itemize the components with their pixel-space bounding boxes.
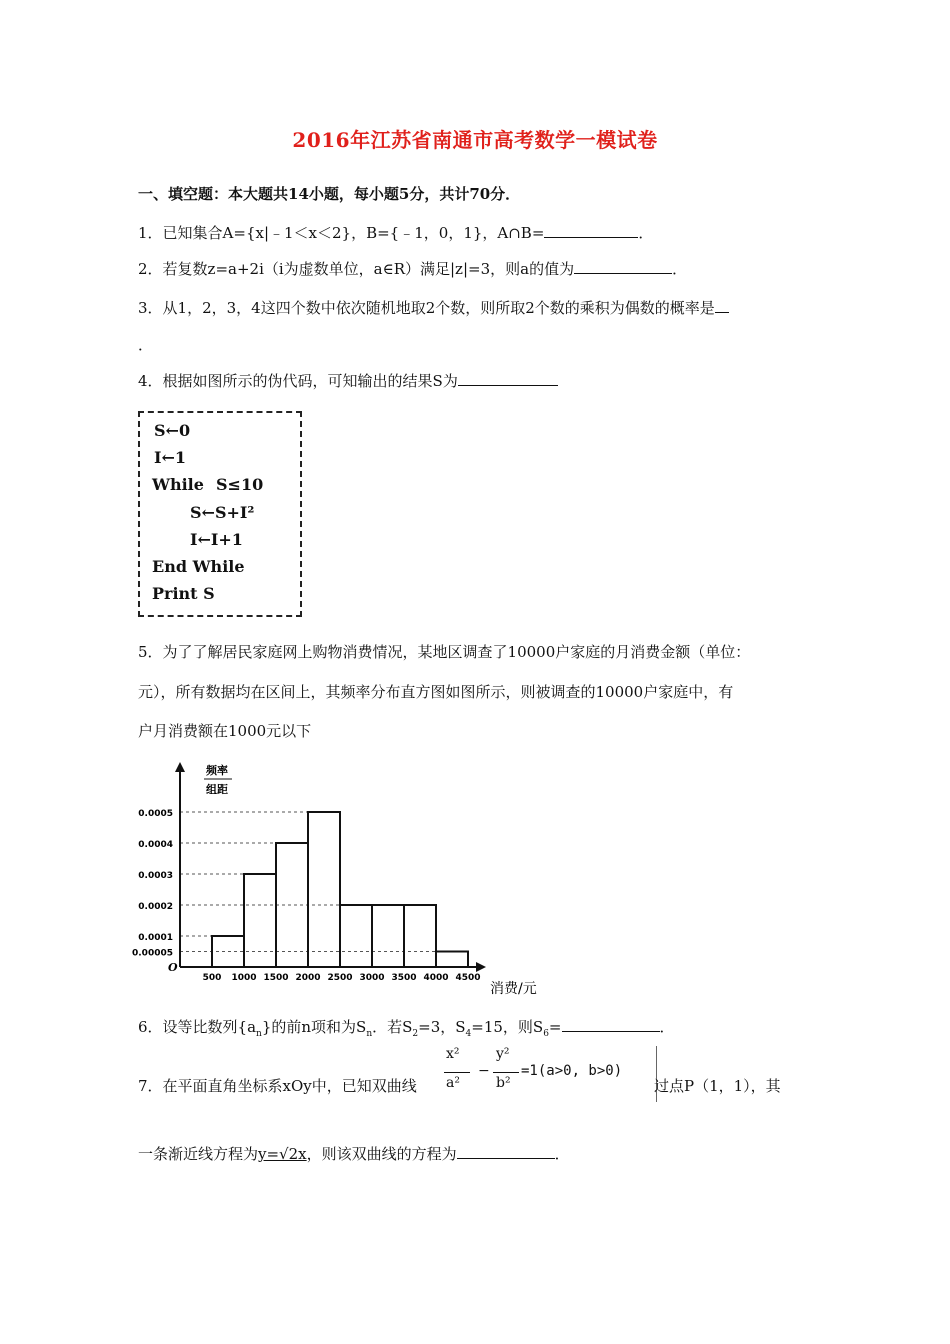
- histogram-bar: [404, 905, 436, 967]
- question-5-line-1: 5．为了了解居民家庭网上购物消费情况，某地区调查了10000户家庭的月消费金额（单位：: [138, 643, 751, 661]
- question-5-line-3: 户月消费额在1000元以下: [138, 722, 312, 740]
- y-tick-label: 0.00005: [132, 948, 173, 959]
- origin-label: O: [168, 961, 178, 974]
- question-3-end: ．: [138, 336, 154, 354]
- x-tick-label: 2500: [327, 973, 353, 983]
- question-3: [138, 297, 729, 318]
- code-line-7: Print S: [152, 584, 215, 603]
- section-heading: 一、填空题：本大题共14小题，每小题5分，共计70分．: [138, 185, 521, 203]
- question-2: 2．若复数z=a+2i（i为虚数单位，a∈R）满足|z|=3，则a的值为 ．: [138, 260, 688, 278]
- y-axis-arrow: [175, 762, 185, 772]
- question-7-text-2: 过点P（1，1），其: [654, 1077, 781, 1095]
- question-4-text: 4．根据如图所示的伪代码，可知输出的结果S为: [138, 372, 458, 390]
- x-tick-label: 4500: [455, 973, 481, 983]
- histogram-bar: [308, 812, 340, 967]
- code-line-3-keyword: While: [152, 475, 204, 494]
- question-3-text: 3．从1，2，3，4这四个数中依次随机地取2个数，则所取2个数的乘积为偶数的概率是: [138, 299, 715, 317]
- y-tick-label: 0.0003: [138, 871, 173, 881]
- frequency-histogram: [128, 756, 568, 1004]
- code-line-1: S←0: [154, 421, 191, 440]
- x-tick-label: 1000: [231, 973, 257, 983]
- question-4: [138, 370, 558, 391]
- question-7-text-1: 7．在平面直角坐标系xOy中，已知双曲线: [138, 1077, 417, 1095]
- answer-blank[interactable]: [457, 1143, 555, 1159]
- x-tick-label: 3500: [391, 973, 417, 983]
- asymptote-equation: y=√2x: [258, 1145, 307, 1163]
- answer-blank[interactable]: [562, 1016, 660, 1032]
- x-axis-label: 消费/元: [490, 981, 537, 997]
- histogram-bar: [244, 874, 276, 967]
- question-6: 6．设等比数列$\{a_n\}$的前n项和为$S_n$．若$S_2=3$，$S_4=15$，则$S_6=$ ．: [138, 1018, 675, 1039]
- code-line-4: S←S+I²: [190, 503, 255, 522]
- exam-title: 2016年江苏省南通市高考数学一模试卷: [292, 128, 658, 152]
- histogram-bar: [436, 952, 468, 968]
- code-line-5: I←I+1: [190, 530, 243, 549]
- y-tick-label: 0.0002: [138, 902, 173, 912]
- pseudocode-box: [138, 411, 302, 617]
- x-axis-arrow: [476, 962, 486, 972]
- histogram-bar: [276, 843, 308, 967]
- question-1-text: 1．已知集合A={x|﹣1＜x＜2}，B={﹣1，0，1}，A∩B=: [138, 224, 545, 242]
- histogram-bar: [340, 905, 372, 967]
- answer-blank[interactable]: [715, 297, 729, 313]
- y-tick-label: 0.0004: [138, 840, 173, 850]
- answer-blank[interactable]: [458, 370, 558, 386]
- code-line-2: I←1: [154, 448, 187, 467]
- y-tick-label: 0.0005: [138, 809, 173, 819]
- y-tick-label: 0.0001: [138, 933, 173, 943]
- question-5-line-2: 元），所有数据均在区间上，其频率分布直方图如图所示，则被调查的10000户家庭中，有: [138, 683, 734, 701]
- code-line-3-condition: S≤10: [216, 475, 264, 494]
- question-1: 1．已知集合A={x|﹣1＜x＜2}，B={﹣1，0，1}，A∩B= ．: [138, 224, 654, 242]
- y-axis-label-top: 频率: [206, 764, 228, 777]
- x-tick-label: 4000: [423, 973, 449, 983]
- question-7-line-2: 一条渐近线方程为y=√2x，则该双曲线的方程为 ．: [138, 1145, 570, 1163]
- x-tick-label: 3000: [359, 973, 385, 983]
- x-tick-label: 2000: [295, 973, 321, 983]
- question-2-text: 2．若复数z=a+2i（i为虚数单位，a∈R）满足|z|=3，则a的值为: [138, 260, 575, 278]
- histogram-bar: [372, 905, 404, 967]
- x-tick-label: 500: [202, 973, 222, 983]
- answer-blank[interactable]: [544, 222, 638, 238]
- hyperbola-equation: x² a² − y² b² =1(a>0, b>0): [444, 1046, 657, 1102]
- y-axis-label-bottom: 组距: [206, 783, 228, 796]
- answer-blank[interactable]: [574, 258, 672, 274]
- x-tick-label: 1500: [263, 973, 289, 983]
- code-line-6: End While: [152, 557, 245, 576]
